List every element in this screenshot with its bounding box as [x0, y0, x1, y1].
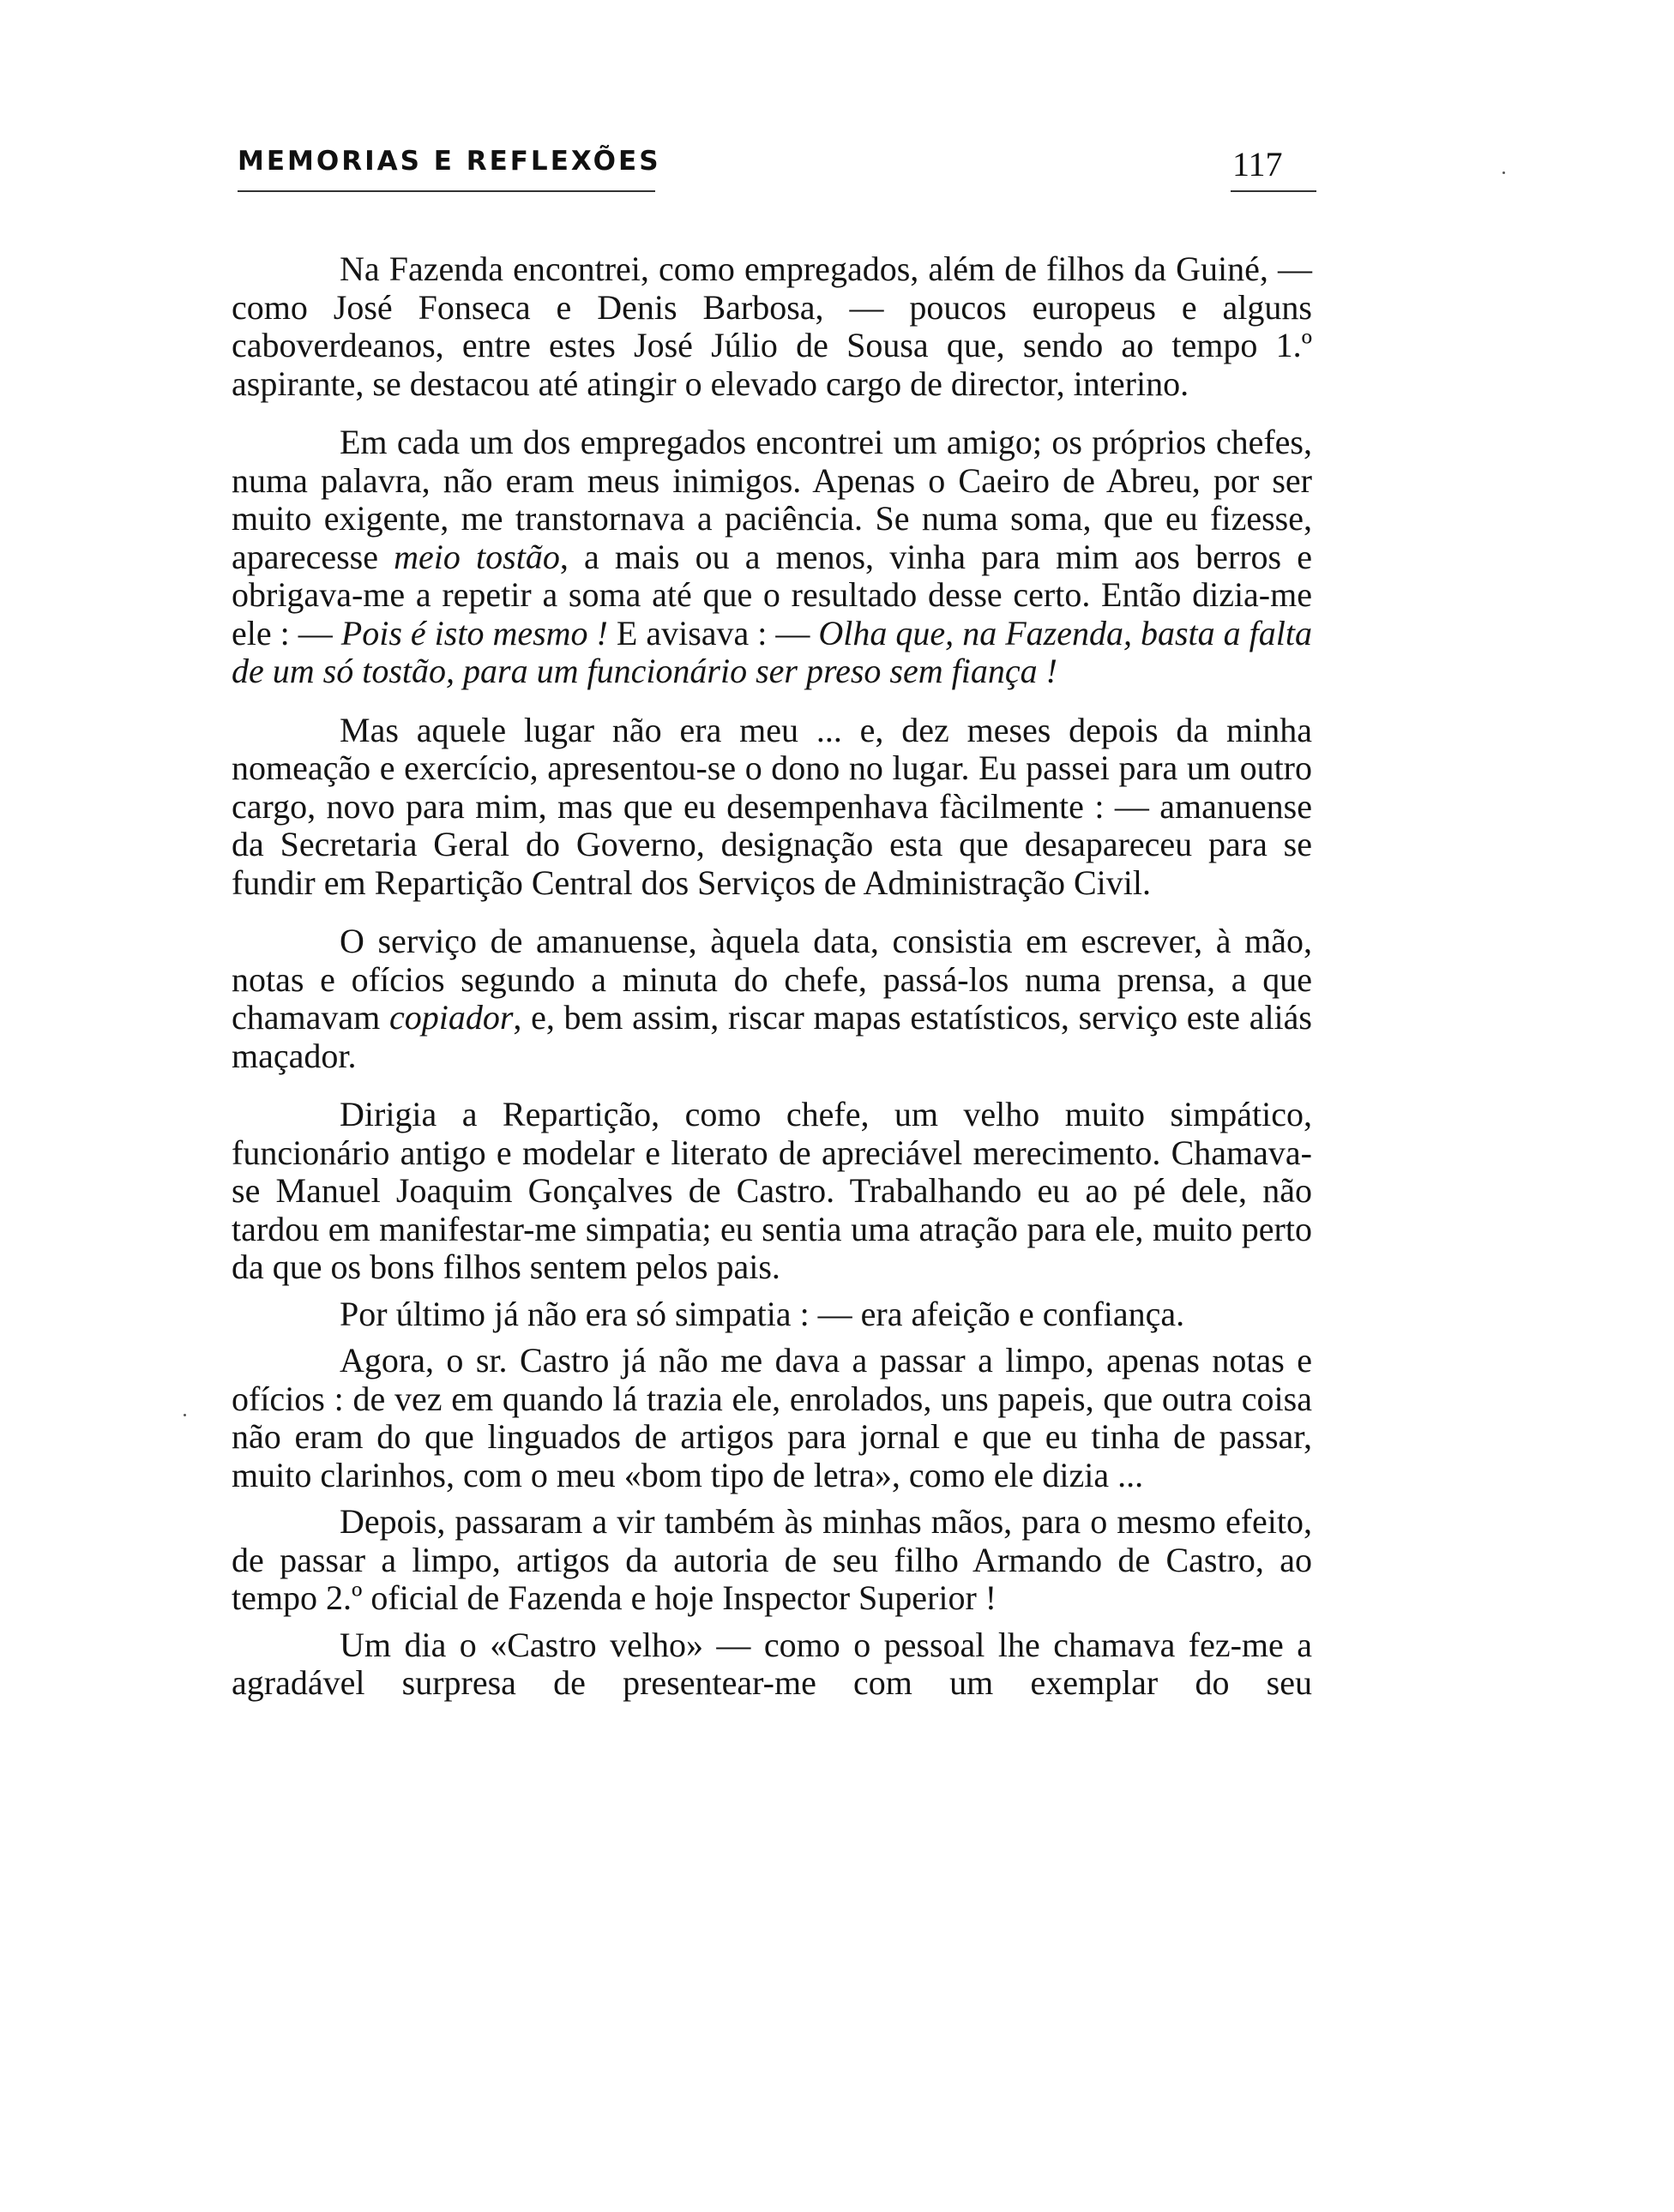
page-number: 117: [1232, 145, 1283, 183]
paragraph-8: Depois, passaram a vir também às minhas mãos, para o mesmo efeito, de passar a limpo, artigos da autoria de seu filho Armando de Castro, ao tempo 2.º oficial de Fazenda e hoje Inspector Superior !: [232, 1502, 1312, 1617]
paragraph-2-text-1: Em cada um dos empregados encontrei um amigo; os próprios chefes, numa palavra, não eram meus inimigos. Apenas o Caeiro de Abreu, por ser muito exigente, me transtornava a paciência. Se numa soma, que eu fizesse, aparecesse: [232, 423, 1312, 576]
paragraph-4-italic-1: copiador: [388, 998, 514, 1037]
paragraph-6: Por último já não era só simpatia : — era afeição e confiança.: [340, 1294, 1185, 1333]
paragraph-4-text-1: O serviço de amanuense, àquela data, consistia em escrever, à mão, notas e ofícios segundo a minuta do chefe, passá-los numa prensa, a que chamavam: [232, 922, 1312, 1037]
paragraph-2: [232, 424, 1312, 691]
paragraph-1: Na Fazenda encontrei, como empregados, além de filhos da Guiné, — como José Fonseca e Denis Barbosa, — poucos europeus e alguns caboverdeanos, entre estes José Júlio de Sousa que, sendo ao tempo 1.º aspirante, se destacou até atingir o elevado cargo de director, interino.: [232, 249, 1312, 403]
paragraph-7: Agora, o sr. Castro já não me dava a passar a limpo, apenas notas e ofícios : de vez em quando lá trazia ele, enrolados, uns papeis, que outra coisa não eram do que linguados de artigos para jornal e que eu tinha de passar, muito clarinhos, com o meu «bom tipo de letra», como ele dizia ...: [232, 1341, 1312, 1494]
scan-speck: [184, 1414, 186, 1416]
paragraph-2-text-2: , a mais ou a menos, vinha para mim aos berros e obrigava-me a repetir a soma até que o resultado desse certo. Então dizia-me ele : —: [232, 537, 1312, 652]
paragraph-4: [232, 923, 1312, 1075]
paragraph-3: Mas aquele lugar não era meu ... e, dez meses depois da minha nomeação e exercício, apresentou-se o dono no lugar. Eu passei para um outro cargo, novo para mim, mas que eu desempenhava fàcilmente : — amanuense da Secretaria Geral do Governo, designação esta que desapareceu para se fundir em Repartição Central dos Serviços de Administração Civil.: [232, 710, 1312, 902]
paragraph-9: Um dia o «Castro velho» — como o pessoal lhe chamava fez-me a agradável surpresa de presentear-me com um exemplar do seu: [232, 1625, 1312, 1702]
scan-speck: [1502, 171, 1505, 174]
body-text: [232, 250, 1312, 1703]
paragraph-5: Dirigia a Repartição, como chefe, um velho muito simpático, funcionário antigo e modelar e literato de apreciável merecimento. Chamava-se Manuel Joaquim Gonçalves de Castro. Trabalhando eu ao pé dele, não tardou em manifestar-me simpatia; eu sentia uma atração para ele, muito perto da que os bons filhos sentem pelos pais.: [232, 1095, 1312, 1286]
paragraph-2-italic-2: Pois é isto mesmo !: [340, 613, 608, 652]
paragraph-2-italic-1: meio tostão: [394, 537, 560, 576]
paragraph-2-italic-3: Olha que, na Fazenda, basta a falta de um só tostão, para um funcionário ser preso sem fiança !: [232, 613, 1313, 690]
header-rule-left: [238, 190, 655, 192]
header-rule-right: [1231, 190, 1316, 192]
paragraph-2-text-3: E avisava : —: [607, 613, 819, 652]
paragraph-4-text-2: , e, bem assim, riscar mapas estatísticos, serviço este aliás maçador.: [232, 998, 1312, 1075]
running-head: [238, 144, 1316, 195]
running-title: MEMORIAS E REFLEXÕES: [238, 146, 661, 177]
